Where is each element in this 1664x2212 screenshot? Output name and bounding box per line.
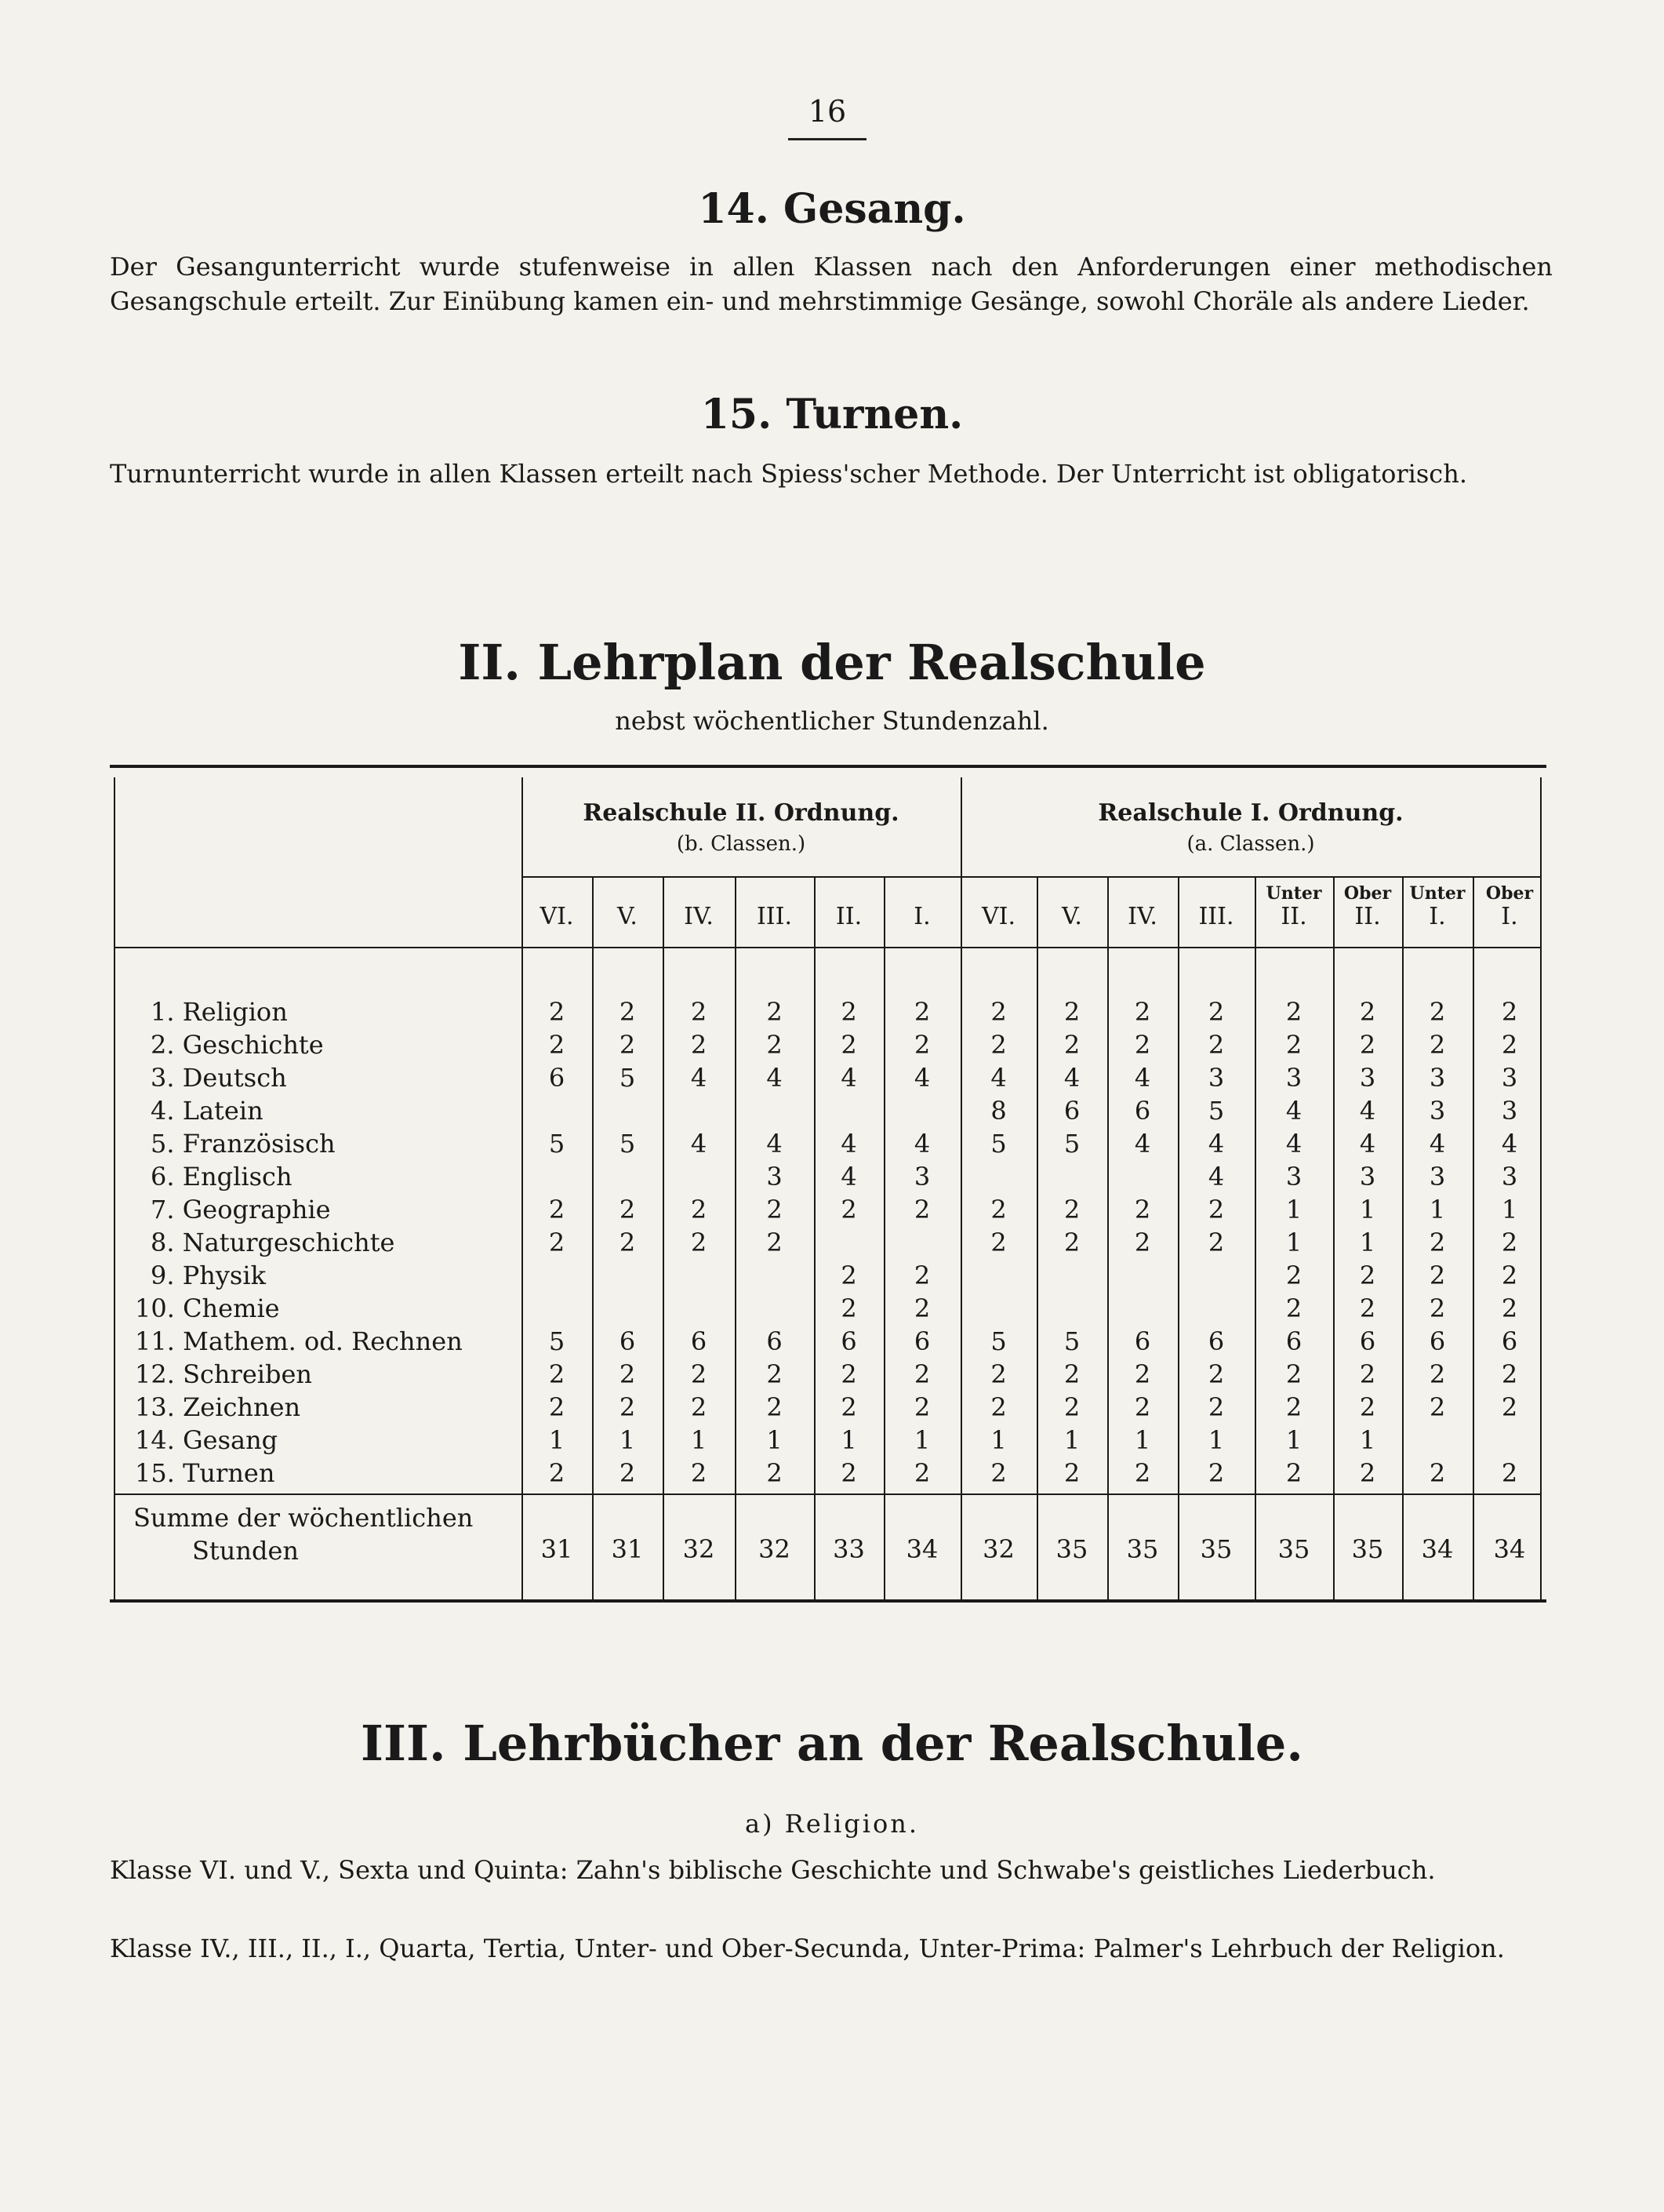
table-cell: 4 xyxy=(1134,1129,1151,1159)
table-cell: 3 xyxy=(1429,1162,1446,1191)
table-cell: 3 xyxy=(766,1162,783,1191)
table-cell: 2 xyxy=(841,1195,857,1224)
column-header xyxy=(1107,884,1178,931)
table-cell: 5 xyxy=(990,1326,1007,1356)
table-cell: 2 xyxy=(619,1228,636,1257)
book-line-sexta-quinta: Klasse VI. und V., Sexta und Quinta: Zahn's biblische Geschichte und Schwabe's geistliches Liederbuch. xyxy=(110,1855,1436,1885)
table-cell: 4 xyxy=(841,1063,857,1093)
table-vertical-rule xyxy=(114,777,115,1599)
table-cell: 2 xyxy=(1501,1392,1518,1422)
column-header-label: V. xyxy=(617,903,638,930)
table-cell: 2 xyxy=(1285,1261,1302,1290)
table-row-subject: 4. Latein xyxy=(151,1096,263,1126)
table-vertical-rule xyxy=(961,777,962,1599)
table-cell: 2 xyxy=(990,1030,1007,1060)
table-cell: 4 xyxy=(1285,1129,1302,1159)
table-cell: 2 xyxy=(1208,1030,1225,1060)
table-cell: 2 xyxy=(1285,997,1302,1027)
table-cell: 2 xyxy=(1429,1293,1446,1323)
table-cell: 6 xyxy=(1429,1326,1446,1356)
table-cell: 5 xyxy=(1063,1129,1081,1159)
table-cell: 2 xyxy=(1134,1228,1151,1257)
table-cell: 1 xyxy=(990,1425,1007,1455)
table-cell: 6 xyxy=(619,1326,636,1356)
column-header-top xyxy=(521,884,592,903)
column-header-label: IV. xyxy=(1128,903,1157,930)
sum-cell: 35 xyxy=(1277,1534,1310,1564)
column-header-top xyxy=(592,884,663,903)
table-column-rule xyxy=(1037,876,1038,1599)
table-cell: 1 xyxy=(1359,1195,1376,1224)
sum-cell: 35 xyxy=(1055,1534,1088,1564)
table-cell: 2 xyxy=(548,1195,565,1224)
table-cell: 2 xyxy=(619,1195,636,1224)
group-sub-realschule-2: (b. Classen.) xyxy=(676,832,806,856)
column-header-top xyxy=(814,884,884,903)
column-header-top xyxy=(1037,884,1107,903)
table-cell: 6 xyxy=(690,1326,707,1356)
table-cell: 2 xyxy=(1063,1359,1081,1389)
table-cell: 2 xyxy=(1063,1030,1081,1060)
table-cell: 4 xyxy=(1063,1063,1081,1093)
table-cell: 2 xyxy=(619,1392,636,1422)
table-cell: 4 xyxy=(766,1129,783,1159)
table-cell: 6 xyxy=(1208,1326,1225,1356)
table-cell: 1 xyxy=(1063,1425,1081,1455)
table-cell: 5 xyxy=(548,1326,565,1356)
table-vertical-rule xyxy=(521,777,523,1599)
page-number-rule xyxy=(788,138,867,140)
table-cell: 4 xyxy=(690,1129,707,1159)
table-horizontal-rule xyxy=(521,876,1540,878)
table-cell: 2 xyxy=(1285,1458,1302,1488)
table-cell: 2 xyxy=(1359,1392,1376,1422)
column-header-label: V. xyxy=(1062,903,1082,930)
sum-cell: 31 xyxy=(540,1534,573,1564)
column-header-label: I. xyxy=(1501,903,1518,930)
table-cell: 2 xyxy=(1208,1392,1225,1422)
group-sub-realschule-1: (a. Classen.) xyxy=(1186,832,1315,856)
table-cell: 2 xyxy=(914,997,931,1027)
column-header-label: IV. xyxy=(684,903,714,930)
table-cell: 2 xyxy=(548,1359,565,1389)
column-header xyxy=(884,884,961,931)
table-cell: 2 xyxy=(1208,1458,1225,1488)
table-cell: 3 xyxy=(1359,1162,1376,1191)
table-cell: 2 xyxy=(841,997,857,1027)
table-cell: 2 xyxy=(690,1458,707,1488)
table-cell: 4 xyxy=(914,1063,931,1093)
column-header xyxy=(1037,884,1107,931)
table-cell: 4 xyxy=(1208,1162,1225,1191)
column-header-label: I. xyxy=(1429,903,1446,930)
section-religion: a) Religion. xyxy=(745,1809,919,1839)
table-cell: 4 xyxy=(1501,1129,1518,1159)
table-cell: 2 xyxy=(690,1392,707,1422)
table-cell: 1 xyxy=(1285,1425,1302,1455)
table-cell: 2 xyxy=(619,1359,636,1389)
table-cell: 2 xyxy=(1208,1195,1225,1224)
table-cell: 2 xyxy=(1359,1261,1376,1290)
column-header xyxy=(663,884,735,931)
table-cell: 6 xyxy=(766,1326,783,1356)
table-cell: 2 xyxy=(1429,1458,1446,1488)
table-row-subject: 1. Religion xyxy=(151,997,288,1027)
table-cell: 2 xyxy=(548,1228,565,1257)
sum-cell: 34 xyxy=(906,1534,939,1564)
column-header-top: Unter xyxy=(1266,883,1322,904)
column-header-label: II. xyxy=(835,903,863,930)
column-header-top xyxy=(1178,884,1255,903)
table-cell: 3 xyxy=(1285,1063,1302,1093)
column-header-label: VI. xyxy=(981,903,1016,930)
table-cell: 4 xyxy=(990,1063,1007,1093)
table-cell: 2 xyxy=(1429,1359,1446,1389)
table-cell: 2 xyxy=(841,1458,857,1488)
sum-cell: 31 xyxy=(611,1534,644,1564)
table-cell: 5 xyxy=(1208,1096,1225,1126)
table-cell: 2 xyxy=(841,1359,857,1389)
sum-label-line-2: Stunden xyxy=(192,1536,300,1566)
table-cell: 3 xyxy=(1501,1063,1518,1093)
table-cell: 3 xyxy=(1501,1096,1518,1126)
table-cell: 2 xyxy=(841,1030,857,1060)
table-cell: 2 xyxy=(766,1458,783,1488)
table-cell: 1 xyxy=(548,1425,565,1455)
table-cell: 1 xyxy=(690,1425,707,1455)
table-cell: 6 xyxy=(1134,1096,1151,1126)
table-cell: 2 xyxy=(1208,997,1225,1027)
lehrplan-heading: II. Lehrplan der Realschule xyxy=(458,634,1206,691)
column-header xyxy=(1178,884,1255,931)
table-cell: 2 xyxy=(1429,1392,1446,1422)
column-header xyxy=(1333,884,1402,931)
table-cell: 2 xyxy=(1359,1293,1376,1323)
table-cell: 1 xyxy=(1501,1195,1518,1224)
table-cell: 6 xyxy=(914,1326,931,1356)
table-cell: 2 xyxy=(1063,997,1081,1027)
sum-cell: 32 xyxy=(983,1534,1015,1564)
table-row-subject: 10. Chemie xyxy=(135,1293,280,1323)
book-line-quarta-prima: Klasse IV., III., II., I., Quarta, Tertia, Unter- und Ober-Secunda, Unter-Prima: Palmer's Lehrbuch der Religion. xyxy=(110,1934,1505,1963)
table-cell: 2 xyxy=(548,997,565,1027)
column-header-top: Ober xyxy=(1485,883,1534,904)
table-cell: 3 xyxy=(1429,1063,1446,1093)
table-cell: 2 xyxy=(1501,1458,1518,1488)
table-cell: 2 xyxy=(1429,1261,1446,1290)
table-cell: 2 xyxy=(1063,1458,1081,1488)
table-column-rule xyxy=(663,876,664,1599)
table-row-subject: 12. Schreiben xyxy=(135,1359,313,1389)
table-cell: 2 xyxy=(1429,997,1446,1027)
column-header-top xyxy=(663,884,735,903)
table-cell: 6 xyxy=(1285,1326,1302,1356)
column-header xyxy=(961,884,1037,931)
table-cell: 1 xyxy=(841,1425,857,1455)
table-cell: 3 xyxy=(1208,1063,1225,1093)
table-cell: 2 xyxy=(548,1030,565,1060)
turnen-paragraph: Turnunterricht wurde in allen Klassen erteilt nach Spiess'scher Methode. Der Unterricht ist obligatorisch. xyxy=(110,459,1467,489)
table-cell: 2 xyxy=(766,1392,783,1422)
column-header-top xyxy=(961,884,1037,903)
table-cell: 1 xyxy=(1359,1228,1376,1257)
table-cell: 2 xyxy=(914,1392,931,1422)
table-cell: 2 xyxy=(1429,1030,1446,1060)
table-cell: 2 xyxy=(1063,1392,1081,1422)
table-cell: 3 xyxy=(1429,1096,1446,1126)
column-header-top xyxy=(735,884,814,903)
sum-cell: 35 xyxy=(1351,1534,1384,1564)
sum-cell: 35 xyxy=(1200,1534,1233,1564)
table-cell: 2 xyxy=(1285,1392,1302,1422)
table-cell: 2 xyxy=(1501,1293,1518,1323)
table-cell: 2 xyxy=(1285,1030,1302,1060)
table-cell: 6 xyxy=(1063,1096,1081,1126)
sum-cell: 32 xyxy=(682,1534,715,1564)
column-header-top: Ober xyxy=(1343,883,1392,904)
column-header xyxy=(814,884,884,931)
table-cell: 2 xyxy=(1134,1392,1151,1422)
table-cell: 3 xyxy=(1359,1063,1376,1093)
table-cell: 2 xyxy=(1501,1261,1518,1290)
table-cell: 3 xyxy=(914,1162,931,1191)
table-cell: 1 xyxy=(1285,1228,1302,1257)
page-number: 16 xyxy=(808,94,847,129)
table-cell: 2 xyxy=(990,1359,1007,1389)
table-cell: 2 xyxy=(1134,1030,1151,1060)
table-cell: 4 xyxy=(1359,1096,1376,1126)
table-row-subject: 15. Turnen xyxy=(135,1458,275,1488)
table-cell: 4 xyxy=(1208,1129,1225,1159)
column-header-label: II. xyxy=(1281,903,1307,930)
table-cell: 2 xyxy=(1285,1293,1302,1323)
sum-cell: 32 xyxy=(758,1534,790,1564)
table-cell: 2 xyxy=(841,1261,857,1290)
table-cell: 2 xyxy=(841,1392,857,1422)
table-cell: 1 xyxy=(1429,1195,1446,1224)
table-cell: 2 xyxy=(1359,1359,1376,1389)
table-cell: 2 xyxy=(1134,1359,1151,1389)
table-cell: 2 xyxy=(841,1293,857,1323)
lehrbuecher-heading: III. Lehrbücher an der Realschule. xyxy=(361,1715,1303,1772)
table-cell: 5 xyxy=(619,1129,636,1159)
table-column-rule xyxy=(1402,876,1404,1599)
table-cell: 2 xyxy=(766,1228,783,1257)
table-horizontal-rule xyxy=(114,1493,1540,1495)
table-cell: 2 xyxy=(990,997,1007,1027)
table-row-subject: 8. Naturgeschichte xyxy=(151,1228,395,1257)
turnen-heading: 15. Turnen. xyxy=(700,391,964,438)
table-cell: 2 xyxy=(914,1458,931,1488)
table-cell: 4 xyxy=(690,1063,707,1093)
column-header xyxy=(1255,884,1333,931)
table-column-rule xyxy=(1178,876,1179,1599)
table-cell: 2 xyxy=(1134,997,1151,1027)
column-header-top: Unter xyxy=(1409,883,1466,904)
table-vertical-rule xyxy=(1540,777,1542,1599)
table-cell: 5 xyxy=(990,1129,1007,1159)
table-cell: 6 xyxy=(1359,1326,1376,1356)
table-cell: 2 xyxy=(619,997,636,1027)
table-cell: 2 xyxy=(914,1359,931,1389)
table-cell: 2 xyxy=(914,1195,931,1224)
table-cell: 2 xyxy=(766,997,783,1027)
table-cell: 4 xyxy=(1285,1096,1302,1126)
column-header xyxy=(592,884,663,931)
column-header-label: II. xyxy=(1354,903,1381,930)
table-cell: 2 xyxy=(1134,1195,1151,1224)
table-cell: 2 xyxy=(548,1458,565,1488)
table-cell: 4 xyxy=(914,1129,931,1159)
table-cell: 1 xyxy=(1134,1425,1151,1455)
table-row-subject: 9. Physik xyxy=(151,1261,266,1290)
table-cell: 2 xyxy=(1134,1458,1151,1488)
table-cell: 2 xyxy=(619,1030,636,1060)
table-cell: 2 xyxy=(766,1030,783,1060)
table-column-rule xyxy=(1333,876,1335,1599)
table-cell: 2 xyxy=(690,997,707,1027)
gesang-heading: 14. Gesang. xyxy=(698,185,966,233)
column-header xyxy=(521,884,592,931)
table-cell: 2 xyxy=(990,1195,1007,1224)
table-cell: 6 xyxy=(1134,1326,1151,1356)
table-cell: 2 xyxy=(1063,1195,1081,1224)
table-cell: 2 xyxy=(1359,997,1376,1027)
table-cell: 6 xyxy=(548,1063,565,1093)
table-cell: 8 xyxy=(990,1096,1007,1126)
table-cell: 2 xyxy=(914,1030,931,1060)
table-cell: 2 xyxy=(548,1392,565,1422)
sum-cell: 33 xyxy=(833,1534,865,1564)
table-cell: 6 xyxy=(1501,1326,1518,1356)
table-cell: 2 xyxy=(1429,1228,1446,1257)
table-row-subject: 3. Deutsch xyxy=(151,1063,287,1093)
table-cell: 1 xyxy=(1359,1425,1376,1455)
table-cell: 4 xyxy=(1359,1129,1376,1159)
group-title-realschule-1: Realschule I. Ordnung. xyxy=(1098,799,1404,827)
table-row-subject: 6. Englisch xyxy=(151,1162,292,1191)
table-cell: 2 xyxy=(766,1359,783,1389)
table-cell: 2 xyxy=(990,1458,1007,1488)
table-cell: 1 xyxy=(766,1425,783,1455)
column-header xyxy=(1473,884,1546,931)
table-column-rule xyxy=(884,876,885,1599)
lehrplan-table xyxy=(110,765,1546,1603)
table-row-subject: 7. Geographie xyxy=(151,1195,331,1224)
table-cell: 2 xyxy=(1501,1228,1518,1257)
table-cell: 2 xyxy=(1063,1228,1081,1257)
table-cell: 4 xyxy=(1134,1063,1151,1093)
table-column-rule xyxy=(592,876,594,1599)
column-header-label: I. xyxy=(914,903,931,930)
table-cell: 2 xyxy=(1285,1359,1302,1389)
table-cell: 2 xyxy=(1359,1030,1376,1060)
sum-cell: 34 xyxy=(1421,1534,1454,1564)
column-header xyxy=(1402,884,1473,931)
table-cell: 2 xyxy=(619,1458,636,1488)
sum-cell: 35 xyxy=(1126,1534,1159,1564)
group-title-realschule-2: Realschule II. Ordnung. xyxy=(583,799,899,827)
table-cell: 2 xyxy=(690,1030,707,1060)
table-cell: 4 xyxy=(766,1063,783,1093)
lehrplan-subheading: nebst wöchentlicher Stundenzahl. xyxy=(615,706,1049,736)
table-cell: 1 xyxy=(914,1425,931,1455)
table-cell: 1 xyxy=(1208,1425,1225,1455)
column-header-label: III. xyxy=(1198,903,1234,930)
table-cell: 2 xyxy=(914,1293,931,1323)
table-cell: 2 xyxy=(690,1359,707,1389)
column-header-top xyxy=(1107,884,1178,903)
table-row-subject: 11. Mathem. od. Rechnen xyxy=(135,1326,463,1356)
gesang-paragraph: Der Gesangunterricht wurde stufenweise in allen Klassen nach den Anforderungen einer methodischen Gesangschule erteilt. Zur Einübung kamen ein- und mehrstimmige Gesänge, sowohl Choräle als andere Lieder. xyxy=(110,252,1553,316)
sum-label-line-1: Summe der wöchentlichen xyxy=(133,1503,474,1533)
column-header-label: III. xyxy=(756,903,793,930)
table-cell: 2 xyxy=(1501,997,1518,1027)
table-cell: 4 xyxy=(841,1129,857,1159)
table-cell: 2 xyxy=(1501,1359,1518,1389)
table-cell: 3 xyxy=(1285,1162,1302,1191)
table-cell: 2 xyxy=(990,1392,1007,1422)
table-row-subject: 2. Geschichte xyxy=(151,1030,324,1060)
table-cell: 2 xyxy=(1208,1359,1225,1389)
table-cell: 5 xyxy=(619,1063,636,1093)
table-cell: 2 xyxy=(690,1228,707,1257)
column-header-top xyxy=(884,884,961,903)
table-row-subject: 14. Gesang xyxy=(135,1425,278,1455)
sum-cell: 34 xyxy=(1493,1534,1526,1564)
table-cell: 1 xyxy=(1285,1195,1302,1224)
table-cell: 1 xyxy=(619,1425,636,1455)
table-cell: 2 xyxy=(990,1228,1007,1257)
column-header-label: VI. xyxy=(540,903,574,930)
table-cell: 2 xyxy=(1208,1228,1225,1257)
table-cell: 2 xyxy=(1501,1030,1518,1060)
table-row-subject: 13. Zeichnen xyxy=(135,1392,301,1422)
table-cell: 5 xyxy=(1063,1326,1081,1356)
table-column-rule xyxy=(1107,876,1109,1599)
table-cell: 2 xyxy=(1359,1458,1376,1488)
table-cell: 5 xyxy=(548,1129,565,1159)
table-cell: 2 xyxy=(914,1261,931,1290)
table-horizontal-rule xyxy=(114,947,1540,948)
table-cell: 6 xyxy=(841,1326,857,1356)
table-cell: 3 xyxy=(1501,1162,1518,1191)
table-column-rule xyxy=(735,876,736,1599)
table-cell: 2 xyxy=(690,1195,707,1224)
table-row-subject: 5. Französisch xyxy=(151,1129,336,1159)
table-cell: 2 xyxy=(766,1195,783,1224)
table-column-rule xyxy=(1473,876,1474,1599)
table-cell: 4 xyxy=(1429,1129,1446,1159)
table-column-rule xyxy=(814,876,816,1599)
table-cell: 4 xyxy=(841,1162,857,1191)
table-column-rule xyxy=(1255,876,1256,1599)
column-header xyxy=(735,884,814,931)
